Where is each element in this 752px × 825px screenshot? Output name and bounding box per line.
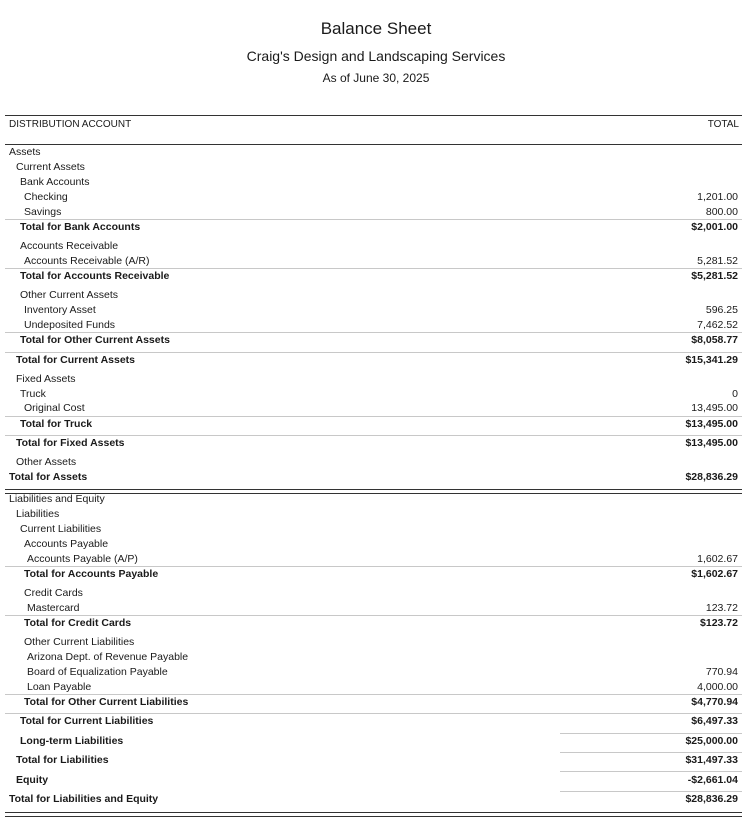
account-row xyxy=(5,455,742,470)
account-row xyxy=(5,586,742,601)
amount-value[interactable]: $13,495.00 xyxy=(685,418,738,430)
account-label: Bank Accounts xyxy=(20,176,90,188)
amount-value[interactable]: $31,497.33 xyxy=(685,754,738,766)
account-row xyxy=(5,254,742,269)
amount-value[interactable]: $28,836.29 xyxy=(685,793,738,805)
amount-value[interactable]: $13,495.00 xyxy=(685,437,738,449)
company-name: Craig's Design and Landscaping Services xyxy=(246,48,506,64)
account-label: Total for Truck xyxy=(20,418,93,430)
amount-value[interactable]: 7,462.52 xyxy=(697,319,738,331)
account-label: Assets xyxy=(9,146,41,158)
amount-value[interactable]: 596.25 xyxy=(705,304,738,316)
total-double-rule xyxy=(5,812,742,817)
total-row xyxy=(5,220,742,235)
report-title: Balance Sheet xyxy=(320,19,432,38)
amount-value[interactable]: $5,281.52 xyxy=(691,270,738,282)
account-label[interactable]: Undeposited Funds xyxy=(24,319,116,331)
amount-value[interactable]: 770.94 xyxy=(705,666,738,678)
amount-value[interactable]: 13,495.00 xyxy=(691,402,738,414)
account-label[interactable]: Board of Equalization Payable xyxy=(27,666,168,678)
account-label: Credit Cards xyxy=(24,587,83,599)
amount-value[interactable]: $28,836.29 xyxy=(685,471,738,483)
account-row xyxy=(5,303,742,318)
amount-value[interactable]: $4,770.94 xyxy=(691,696,738,708)
account-row xyxy=(5,387,742,402)
amount-value[interactable]: 800.00 xyxy=(705,206,738,218)
account-row xyxy=(5,492,742,507)
column-header xyxy=(5,115,742,145)
total-row xyxy=(5,773,742,788)
account-row xyxy=(5,372,742,387)
account-row xyxy=(5,650,742,665)
account-label[interactable]: Accounts Receivable (A/R) xyxy=(24,255,150,267)
total-row xyxy=(5,753,742,768)
row-divider xyxy=(560,771,742,772)
account-label: Total for Liabilities xyxy=(16,754,109,766)
account-row xyxy=(5,601,742,616)
account-label: Accounts Receivable xyxy=(20,240,119,252)
account-label: Total for Accounts Receivable xyxy=(20,270,170,282)
account-label: Other Current Liabilities xyxy=(24,636,135,648)
report-date: As of June 30, 2025 xyxy=(322,71,430,85)
account-label[interactable]: Mastercard xyxy=(27,602,80,614)
account-label: Total for Current Assets xyxy=(16,354,136,366)
account-label: Long-term Liabilities xyxy=(20,735,124,747)
account-label[interactable]: Original Cost xyxy=(24,402,85,414)
col-account-header[interactable]: DISTRIBUTION ACCOUNT xyxy=(9,119,132,130)
total-row xyxy=(5,333,742,348)
account-label: Total for Fixed Assets xyxy=(16,437,125,449)
account-row xyxy=(5,190,742,205)
account-row xyxy=(5,239,742,254)
account-label[interactable]: Inventory Asset xyxy=(24,304,96,316)
amount-value[interactable]: 123.72 xyxy=(705,602,738,614)
account-label: Accounts Payable xyxy=(24,538,109,550)
amount-value[interactable]: $1,602.67 xyxy=(691,568,738,580)
total-row xyxy=(5,695,742,710)
amount-value[interactable]: $8,058.77 xyxy=(691,334,738,346)
account-row xyxy=(5,522,742,537)
account-row xyxy=(5,507,742,522)
account-label[interactable]: Truck xyxy=(20,388,46,400)
amount-value[interactable]: $15,341.29 xyxy=(685,354,738,366)
amount-value[interactable]: 4,000.00 xyxy=(697,681,738,693)
account-row xyxy=(5,145,742,160)
account-row xyxy=(5,175,742,190)
account-row xyxy=(5,318,742,333)
col-total-header[interactable]: TOTAL xyxy=(707,119,739,130)
account-row xyxy=(5,288,742,303)
amount-value[interactable]: $25,000.00 xyxy=(685,735,738,747)
account-row xyxy=(5,552,742,567)
total-row xyxy=(5,792,742,807)
total-row xyxy=(5,714,742,729)
account-label: Fixed Assets xyxy=(16,373,76,385)
account-row xyxy=(5,401,742,416)
amount-value[interactable]: -$2,661.04 xyxy=(687,774,738,786)
account-label[interactable]: Checking xyxy=(24,191,68,203)
account-label: Equity xyxy=(16,774,49,786)
amount-value[interactable]: 0 xyxy=(732,388,738,400)
total-row xyxy=(5,567,742,582)
total-row xyxy=(5,269,742,284)
amount-value[interactable]: $6,497.33 xyxy=(691,715,738,727)
account-row xyxy=(5,680,742,695)
account-row xyxy=(5,160,742,175)
amount-value[interactable]: $123.72 xyxy=(700,617,738,629)
account-label: Other Current Assets xyxy=(20,289,119,301)
account-label: Current Liabilities xyxy=(20,523,102,535)
amount-value[interactable]: $2,001.00 xyxy=(691,221,738,233)
account-label[interactable]: Savings xyxy=(24,206,62,218)
account-row xyxy=(5,537,742,552)
account-label: Other Assets xyxy=(16,456,77,468)
account-label[interactable]: Loan Payable xyxy=(27,681,92,693)
account-label: Total for Current Liabilities xyxy=(20,715,154,727)
total-row xyxy=(5,417,742,432)
account-label: Liabilities and Equity xyxy=(9,493,105,505)
account-label: Total for Liabilities and Equity xyxy=(9,793,159,805)
account-label: Liabilities xyxy=(16,508,60,520)
account-label: Total for Credit Cards xyxy=(24,617,132,629)
account-row xyxy=(5,665,742,680)
account-label: Total for Other Current Assets xyxy=(20,334,170,346)
amount-value[interactable]: 1,602.67 xyxy=(697,553,738,565)
account-label: Total for Assets xyxy=(9,471,88,483)
account-label: Current Assets xyxy=(16,161,85,173)
amount-value[interactable]: 5,281.52 xyxy=(697,255,738,267)
account-label: Total for Other Current Liabilities xyxy=(24,696,189,708)
account-row xyxy=(5,635,742,650)
account-label: Total for Accounts Payable xyxy=(24,568,159,580)
account-label: Arizona Dept. of Revenue Payable xyxy=(27,651,189,663)
total-row xyxy=(5,734,742,749)
account-label: Total for Bank Accounts xyxy=(20,221,141,233)
account-label[interactable]: Accounts Payable (A/P) xyxy=(27,553,138,565)
total-row xyxy=(5,436,742,451)
total-row xyxy=(5,616,742,631)
total-row xyxy=(5,470,742,485)
amount-value[interactable]: 1,201.00 xyxy=(697,191,738,203)
account-row xyxy=(5,205,742,220)
total-row xyxy=(5,353,742,368)
